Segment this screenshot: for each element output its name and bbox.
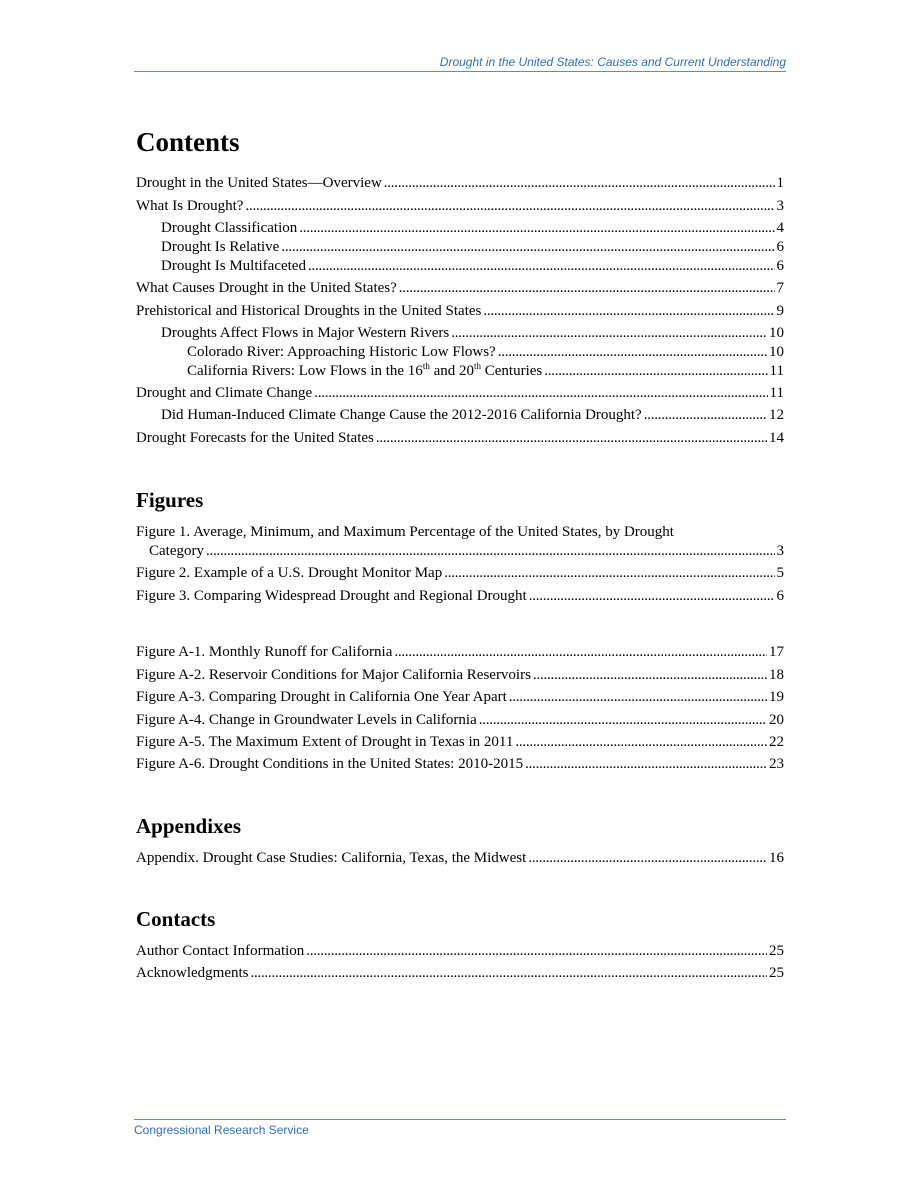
toc-entry[interactable]: What Is Drought? . . . 3 bbox=[136, 197, 784, 216]
running-footer: Congressional Research Service bbox=[134, 1119, 786, 1137]
toc-entry[interactable]: Drought Is Multifaceted . . . 6 bbox=[161, 257, 784, 276]
figure-entry[interactable]: Figure A-5. The Maximum Extent of Drought in Texas in 2011 . . . 22 bbox=[136, 733, 784, 752]
figures-heading: Figures bbox=[136, 488, 204, 512]
toc-entry[interactable]: California Rivers: Low Flows in the 16th and 20th Centuries . . . 11 bbox=[187, 362, 784, 381]
running-header: Drought in the United States: Causes and Current Understanding bbox=[134, 55, 786, 72]
toc-entry[interactable]: Drought in the United States—Overview . . . 1 bbox=[136, 174, 784, 193]
toc-entry[interactable]: What Causes Drought in the United States? . . . 7 bbox=[136, 279, 784, 298]
appendixes-heading: Appendixes bbox=[136, 814, 242, 838]
toc-entry[interactable]: Did Human-Induced Climate Change Cause the 2012-2016 California Drought? . . . 12 bbox=[161, 406, 784, 425]
contact-entry[interactable]: Author Contact Information . . . 25 bbox=[136, 942, 784, 961]
figure-entry[interactable]: Figure A-3. Comparing Drought in California One Year Apart . . . 19 bbox=[136, 688, 784, 707]
figure-entry[interactable]: Figure 3. Comparing Widespread Drought and Regional Drought . . . 6 bbox=[136, 587, 784, 606]
contact-entry[interactable]: Acknowledgments . . . 25 bbox=[136, 964, 784, 983]
toc-entry[interactable]: Colorado River: Approaching Historic Low Flows? . . . 10 bbox=[187, 343, 784, 362]
figure-entry[interactable]: Figure 1. Average, Minimum, and Maximum Percentage of the United States, by Drought Category . . . 3 bbox=[136, 523, 784, 561]
toc-entry[interactable]: Drought Classification . . . 4 bbox=[161, 219, 784, 238]
figure-entry[interactable]: Figure 2. Example of a U.S. Drought Monitor Map . . . 5 bbox=[136, 564, 784, 583]
toc-entry[interactable]: Drought Forecasts for the United States . . . 14 bbox=[136, 429, 784, 448]
contents-heading: Contents bbox=[136, 127, 240, 157]
figure-entry[interactable]: Figure A-1. Monthly Runoff for California . . . 17 bbox=[136, 643, 784, 662]
figure-entry[interactable]: Figure A-4. Change in Groundwater Levels in California . . . 20 bbox=[136, 711, 784, 730]
contacts-heading: Contacts bbox=[136, 907, 216, 931]
toc-entry[interactable]: Droughts Affect Flows in Major Western Rivers . . . 10 bbox=[161, 324, 784, 343]
figure-entry[interactable]: Figure A-2. Reservoir Conditions for Major California Reservoirs . . . 18 bbox=[136, 666, 784, 685]
appendix-entry[interactable]: Appendix. Drought Case Studies: California, Texas, the Midwest . . . 16 bbox=[136, 849, 784, 868]
toc-entry[interactable]: Drought Is Relative . . . 6 bbox=[161, 238, 784, 257]
toc-entry[interactable]: Prehistorical and Historical Droughts in the United States . . . 9 bbox=[136, 302, 784, 321]
toc-entry[interactable]: Drought and Climate Change . . . 11 bbox=[136, 384, 784, 403]
figure-entry[interactable]: Figure A-6. Drought Conditions in the United States: 2010-2015 . . . 23 bbox=[136, 755, 784, 774]
